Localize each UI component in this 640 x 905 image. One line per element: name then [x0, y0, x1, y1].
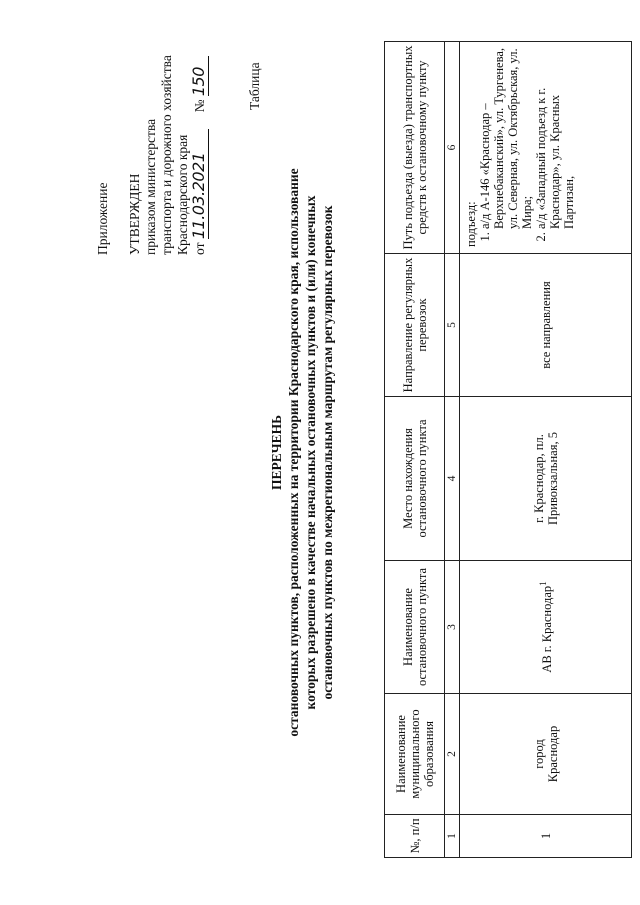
cell-num: 1 — [460, 815, 632, 858]
header-municipality: Наименование муниципального образования — [385, 694, 445, 815]
date-handwritten: 11.03.2021 — [189, 152, 208, 240]
col-number: 4 — [445, 397, 460, 561]
cell-location: г. Краснодар, пл. Привокзальная, 5 — [460, 397, 632, 561]
route-list — [478, 46, 576, 247]
title-heading: ПЕРЕЧЕНЬ — [269, 414, 284, 491]
approval-block — [95, 15, 209, 255]
document-title — [268, 40, 336, 865]
date-field — [191, 129, 209, 239]
stop-footnote-mark: 1 — [538, 581, 549, 586]
title-line-3: остановочных пунктов по межрегиональным маршрутам регулярных перевозок — [320, 205, 335, 700]
table-label: Таблица — [247, 62, 262, 110]
header-stop-name: Наименование остановочного пункта — [385, 561, 445, 694]
number-prefix: № — [192, 99, 207, 113]
approval-date-line — [191, 15, 209, 255]
stops-table — [384, 41, 632, 858]
approved-label: УТВЕРЖДЕН — [127, 173, 142, 255]
cell-route — [460, 42, 632, 254]
col-number: 3 — [445, 561, 460, 694]
col-number: 5 — [445, 254, 460, 397]
col-number: 6 — [445, 42, 460, 254]
route-intro: подъезд: — [464, 201, 478, 247]
cell-municipality: город Краснодар — [460, 694, 632, 815]
cell-direction: все направления — [460, 254, 632, 397]
col-number: 1 — [445, 815, 460, 858]
col-number: 2 — [445, 694, 460, 815]
approval-line-1: приказом министерства — [143, 118, 158, 255]
number-handwritten: 150 — [189, 67, 208, 97]
date-prefix: от — [192, 242, 207, 255]
approval-line-3: Краснодарского края — [175, 134, 190, 255]
appendix-label: Приложение — [95, 182, 110, 255]
stop-name-text: АВ г. Краснодар — [540, 585, 555, 673]
table-column-number-row — [445, 42, 460, 858]
number-field — [191, 56, 209, 96]
table-row — [460, 42, 632, 858]
approval-line-2: транспорта и дорожного хозяйства — [159, 55, 174, 255]
header-route: Путь подъезда (выезда) транспортных средств к остановочному пункту — [385, 42, 445, 254]
header-direction: Направление регулярных перевозок — [385, 254, 445, 397]
title-line-1: остановочных пунктов, расположенных на территории Краснодарского края, использование — [286, 168, 301, 737]
table-header-row — [385, 42, 445, 858]
title-line-2: которых разрешено в качестве начальных остановочных пунктов и (или) конечных — [303, 195, 318, 710]
route-item: 2. а/д «Западный подъезд к г. Краснодар», ул. Красных Партизан, — [534, 46, 576, 229]
header-location: Место нахождения остановочного пункта — [385, 397, 445, 561]
route-item: 1. а/д А-146 «Краснодар – Верхнебаканский», ул. Тургенева, ул. Северная, ул. Октябрьская, ул. Мира; — [478, 46, 534, 229]
header-num: №, п/п — [385, 815, 445, 858]
cell-stop-name — [460, 561, 632, 694]
